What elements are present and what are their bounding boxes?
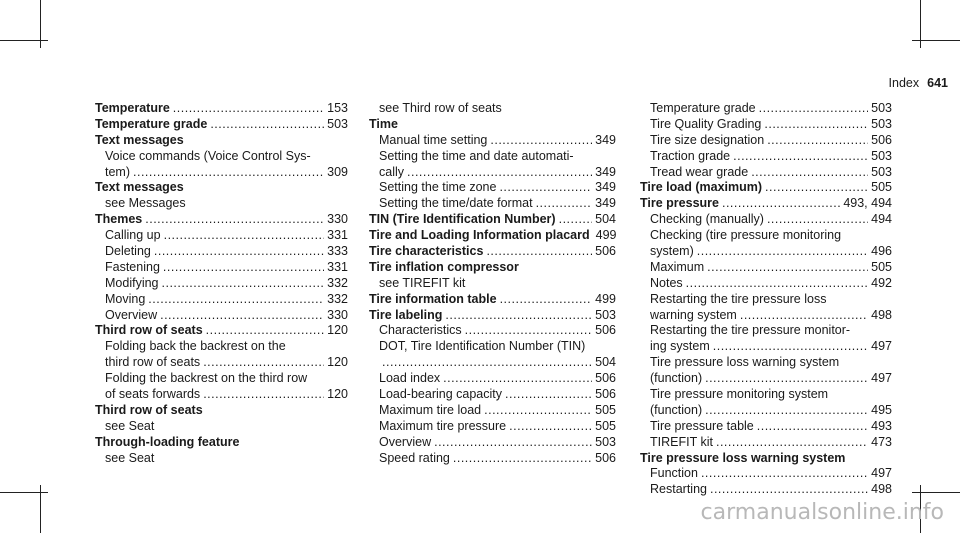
index-entry[interactable]: [95, 196, 348, 212]
entry-label: Temperature: [95, 100, 170, 115]
entry-label: Third row of seats: [95, 402, 203, 417]
page-reference[interactable]: 473: [871, 434, 892, 449]
page-reference[interactable]: 493, 494: [843, 196, 892, 211]
index-entry[interactable]: [640, 435, 892, 451]
page-reference[interactable]: 494: [871, 212, 892, 227]
index-entry[interactable]: [369, 260, 616, 276]
entry-label: Overview: [379, 434, 432, 449]
entry-label: TIREFIT kit: [650, 434, 713, 449]
index-column-3: [640, 101, 892, 498]
leader-dots: [697, 244, 868, 260]
page-reference[interactable]: 503: [871, 116, 892, 131]
entry-label: Tire pressure table: [650, 418, 754, 433]
index-entry[interactable]: [640, 149, 892, 165]
page-reference[interactable]: 505: [595, 418, 616, 433]
page-reference[interactable]: 349: [595, 132, 616, 147]
index-entry[interactable]: [640, 387, 892, 403]
page-reference[interactable]: 497: [871, 339, 892, 354]
index-entry[interactable]: [95, 276, 348, 292]
page-reference[interactable]: 505: [871, 259, 892, 274]
leader-dots: [160, 308, 324, 324]
page-reference[interactable]: 506: [595, 323, 616, 338]
entry-label: Restarting: [650, 482, 707, 497]
entry-label: see Seat: [105, 450, 155, 465]
entry-label: Manual time setting: [379, 132, 488, 147]
entry-label: Tire pressure monitoring system: [650, 387, 829, 402]
page-reference[interactable]: 504: [595, 212, 616, 227]
leader-dots: [509, 419, 592, 435]
entry-label: DOT, Tire Identification Number (TIN): [379, 339, 586, 354]
leader-dots: [767, 212, 868, 228]
entry-label: TIN (Tire Identification Number): [369, 212, 556, 227]
index-entry[interactable]: [640, 371, 892, 387]
entry-label: see Messages: [105, 196, 186, 211]
entry-label: of seats forwards: [105, 387, 201, 402]
page-reference[interactable]: 504: [595, 355, 616, 370]
index-entry[interactable]: [369, 180, 616, 196]
entry-label: Tread wear grade: [650, 164, 749, 179]
entry-label: Maximum tire pressure: [379, 418, 507, 433]
index-entry[interactable]: [640, 101, 892, 117]
leader-dots: [163, 260, 324, 276]
entry-label: Tire Quality Grading: [650, 116, 762, 131]
entry-label: Tire information table: [369, 291, 497, 306]
entry-label: Themes: [95, 212, 143, 227]
index-entry[interactable]: [640, 466, 892, 482]
index-entry[interactable]: [95, 451, 348, 467]
page-reference[interactable]: 332: [327, 291, 348, 306]
page-reference[interactable]: 498: [871, 482, 892, 497]
entry-label: Load-bearing capacity: [379, 387, 502, 402]
index-entry[interactable]: [640, 292, 892, 308]
index-entry[interactable]: [369, 117, 616, 133]
entry-label: Voice commands (Voice Control Sys-: [105, 148, 311, 163]
index-entry[interactable]: [640, 196, 892, 212]
page-reference[interactable]: 506: [595, 244, 616, 258]
entry-label: Temperature grade: [95, 116, 208, 131]
index-entry[interactable]: [369, 101, 616, 117]
index-entry[interactable]: [95, 435, 348, 451]
page-reference[interactable]: 120: [327, 323, 348, 338]
entry-label: tem): [105, 164, 130, 179]
leader-dots: [722, 196, 840, 212]
page-reference[interactable]: 493: [871, 418, 892, 433]
index-entry[interactable]: [95, 180, 348, 196]
index-entry[interactable]: [369, 212, 616, 228]
page-reference[interactable]: 309: [327, 164, 348, 179]
leader-dots: [707, 260, 868, 276]
entry-label: Setting the time/date format: [379, 196, 533, 211]
page-reference[interactable]: 499: [595, 228, 617, 243]
index-entry[interactable]: [640, 355, 892, 371]
page-reference[interactable]: 497: [871, 466, 892, 481]
entry-label: Traction grade: [650, 148, 731, 163]
leader-dots: [559, 212, 593, 228]
page-reference[interactable]: 506: [595, 387, 616, 402]
entry-label: warning system: [650, 307, 737, 322]
page-reference[interactable]: 497: [871, 371, 892, 386]
page-reference[interactable]: 333: [327, 244, 348, 258]
index-entry[interactable]: [640, 212, 892, 228]
entry-label: Speed rating: [379, 450, 450, 465]
page-reference[interactable]: 495: [871, 402, 892, 417]
entry-label: (function): [650, 371, 703, 386]
crop-mark: [0, 40, 48, 41]
index-entry[interactable]: [369, 451, 616, 467]
leader-dots: [536, 196, 593, 212]
leader-dots: [505, 387, 592, 403]
leader-dots: [713, 339, 868, 355]
entry-label: Maximum: [650, 259, 705, 274]
index-entry[interactable]: [95, 371, 348, 387]
index-entry[interactable]: [640, 133, 892, 149]
index-entry[interactable]: [95, 212, 348, 228]
entry-label: Through-loading feature: [95, 434, 240, 449]
page-reference[interactable]: 506: [871, 132, 892, 147]
entry-label: ing system: [650, 339, 710, 354]
entry-label: Tire characteristics: [369, 244, 484, 258]
entry-label: Tire labeling: [369, 307, 443, 322]
watermark: carmanualsonline.info: [700, 500, 944, 525]
entry-label: Tire and Loading Information placard: [369, 228, 590, 243]
leader-dots: [465, 323, 592, 339]
index-entry[interactable]: [369, 435, 616, 451]
index-entry[interactable]: [95, 244, 348, 260]
page-reference[interactable]: 331: [327, 259, 348, 274]
index-entry[interactable]: [369, 228, 616, 244]
entry-label: Moving: [105, 291, 146, 306]
entry-label: Setting the time zone: [379, 180, 497, 195]
leader-dots: [133, 165, 324, 181]
entry-label: Calling up: [105, 228, 161, 243]
index-entry[interactable]: [640, 228, 892, 244]
index-entry[interactable]: [640, 308, 892, 324]
page-reference[interactable]: 496: [871, 244, 892, 258]
entry-label: Time: [369, 116, 398, 131]
entry-label: see Third row of seats: [379, 100, 502, 115]
leader-dots: [164, 228, 325, 244]
page-reference[interactable]: 349: [595, 196, 616, 211]
leader-dots: [445, 308, 592, 324]
leader-dots: [705, 371, 868, 387]
leader-dots: [499, 180, 592, 196]
entry-label: Text messages: [95, 132, 184, 147]
page-reference[interactable]: 492: [871, 275, 892, 290]
index-entry[interactable]: [640, 260, 892, 276]
crop-mark: [912, 40, 960, 41]
index-entry[interactable]: [95, 403, 348, 419]
entry-label: system): [650, 244, 694, 258]
leader-dots: [764, 117, 868, 133]
leader-dots: [484, 403, 592, 419]
page-reference[interactable]: 503: [871, 148, 892, 163]
index-entry[interactable]: [95, 339, 348, 355]
index-entry[interactable]: [369, 149, 616, 165]
index-entry[interactable]: [640, 482, 892, 498]
index-entry[interactable]: [95, 101, 348, 117]
entry-label: Folding back the backrest on the: [105, 339, 286, 354]
index-entry[interactable]: [640, 451, 892, 467]
leader-dots: [206, 323, 324, 339]
leader-dots: [382, 355, 592, 371]
leader-dots: [453, 451, 592, 467]
leader-dots: [203, 387, 324, 403]
page-reference[interactable]: 505: [595, 402, 616, 417]
leader-dots: [486, 244, 592, 260]
index-entry[interactable]: [369, 244, 616, 260]
index-entry[interactable]: [369, 355, 616, 371]
index-entry[interactable]: [95, 133, 348, 149]
index-entry[interactable]: [95, 117, 348, 133]
index-entry[interactable]: [640, 419, 892, 435]
index-entry[interactable]: [369, 196, 616, 212]
index-entry[interactable]: [95, 355, 348, 371]
index-column-2: [369, 101, 616, 466]
entry-label: see Seat: [105, 418, 155, 433]
entry-label: Tire size designation: [650, 132, 765, 147]
page-reference[interactable]: 503: [871, 164, 892, 179]
index-entry[interactable]: [369, 419, 616, 435]
page-reference[interactable]: 503: [595, 434, 616, 449]
leader-dots: [701, 466, 868, 482]
index-entry[interactable]: [369, 387, 616, 403]
index-entry[interactable]: [640, 339, 892, 355]
leader-dots: [740, 308, 868, 324]
index-entry[interactable]: [640, 323, 892, 339]
index-entry[interactable]: [95, 387, 348, 403]
page-reference[interactable]: 499: [595, 291, 616, 306]
entry-label: (function): [650, 402, 703, 417]
leader-dots: [154, 244, 324, 260]
index-entry[interactable]: [95, 308, 348, 324]
index-entry[interactable]: [95, 260, 348, 276]
page-reference[interactable]: 503: [327, 116, 348, 131]
index-entry[interactable]: [95, 419, 348, 435]
index-entry[interactable]: [369, 133, 616, 149]
page-reference[interactable]: 153: [327, 100, 348, 115]
index-entry[interactable]: [95, 292, 348, 308]
entry-label: Function: [650, 466, 698, 481]
entry-label: Tire load (maximum): [640, 180, 763, 195]
entry-label: Third row of seats: [95, 323, 203, 338]
index-entry[interactable]: [369, 276, 616, 292]
page-number: 641: [927, 76, 948, 90]
page-reference[interactable]: 120: [327, 387, 348, 402]
entry-label: Restarting the tire pressure monitor-: [650, 323, 851, 338]
entry-label: Checking (manually): [650, 212, 764, 227]
page-reference[interactable]: 330: [327, 307, 348, 322]
index-entry[interactable]: [95, 323, 348, 339]
leader-dots: [710, 482, 868, 498]
leader-dots: [210, 117, 324, 133]
leader-dots: [686, 276, 868, 292]
entry-label: Characteristics: [379, 323, 462, 338]
entry-label: Overview: [105, 307, 158, 322]
page-reference[interactable]: 505: [871, 180, 892, 195]
entry-label: Notes: [650, 275, 683, 290]
page-reference[interactable]: 349: [595, 180, 616, 195]
entry-label: Checking (tire pressure monitoring: [650, 228, 842, 243]
page-reference[interactable]: 506: [595, 450, 616, 465]
index-entry[interactable]: [95, 149, 348, 165]
page-reference[interactable]: 506: [595, 371, 616, 386]
entry-label: see TIREFIT kit: [379, 275, 466, 290]
entry-label: Tire pressure loss warning system: [640, 450, 846, 465]
leader-dots: [716, 435, 868, 451]
index-entry[interactable]: [640, 180, 892, 196]
page-header: [889, 76, 948, 90]
leader-dots: [765, 180, 868, 196]
leader-dots: [733, 149, 868, 165]
entry-label: third row of seats: [105, 355, 201, 370]
leader-dots: [759, 101, 869, 117]
crop-mark: [912, 492, 960, 493]
leader-dots: [434, 435, 592, 451]
index-entry[interactable]: [640, 244, 892, 260]
index-entry[interactable]: [95, 228, 348, 244]
leader-dots: [757, 419, 868, 435]
entry-label: Modifying: [105, 275, 159, 290]
leader-dots: [162, 276, 325, 292]
page-reference[interactable]: 330: [327, 212, 348, 227]
entry-label: Load index: [379, 371, 441, 386]
index-entry[interactable]: [369, 292, 616, 308]
index-entry[interactable]: [369, 371, 616, 387]
page-reference[interactable]: 503: [871, 100, 892, 115]
index-entry[interactable]: [95, 165, 348, 181]
index-column-1: [95, 101, 348, 466]
page-reference[interactable]: 349: [595, 164, 616, 179]
index-entry[interactable]: [369, 308, 616, 324]
page-reference[interactable]: 331: [327, 228, 348, 243]
leader-dots: [148, 292, 324, 308]
page-reference[interactable]: 332: [327, 275, 348, 290]
entry-label: Restarting the tire pressure loss: [650, 291, 827, 306]
leader-dots: [145, 212, 324, 228]
entry-label: Temperature grade: [650, 100, 756, 115]
index-entry[interactable]: [640, 117, 892, 133]
leader-dots: [500, 292, 593, 308]
leader-dots: [490, 133, 592, 149]
leader-dots: [173, 101, 324, 117]
crop-mark: [0, 492, 48, 493]
leader-dots: [751, 165, 868, 181]
leader-dots: [407, 165, 592, 181]
entry-label: Maximum tire load: [379, 402, 482, 417]
leader-dots: [203, 355, 324, 371]
entry-label: Tire pressure loss warning system: [650, 355, 840, 370]
entry-label: Tire pressure: [640, 196, 719, 211]
leader-dots: [767, 133, 868, 149]
leader-dots: [443, 371, 592, 387]
index-entry[interactable]: [640, 276, 892, 292]
page-reference[interactable]: 503: [595, 307, 616, 322]
leader-dots: [705, 403, 868, 419]
entry-label: Folding the backrest on the third row: [105, 371, 308, 386]
index-entry[interactable]: [369, 165, 616, 181]
header-title: Index: [888, 76, 920, 90]
entry-label: Setting the time and date automati-: [379, 148, 574, 163]
index-entry[interactable]: [369, 323, 616, 339]
page-reference[interactable]: 120: [327, 355, 348, 370]
entry-label: Tire inflation compressor: [369, 259, 519, 274]
index-entry[interactable]: [640, 403, 892, 419]
entry-label: Fastening: [105, 259, 160, 274]
index-entry[interactable]: [369, 403, 616, 419]
entry-label: Deleting: [105, 244, 151, 258]
index-entry[interactable]: [640, 165, 892, 181]
index-entry[interactable]: [369, 339, 616, 355]
page-reference[interactable]: 498: [871, 307, 892, 322]
entry-label: Text messages: [95, 180, 184, 195]
entry-label: cally: [379, 164, 405, 179]
